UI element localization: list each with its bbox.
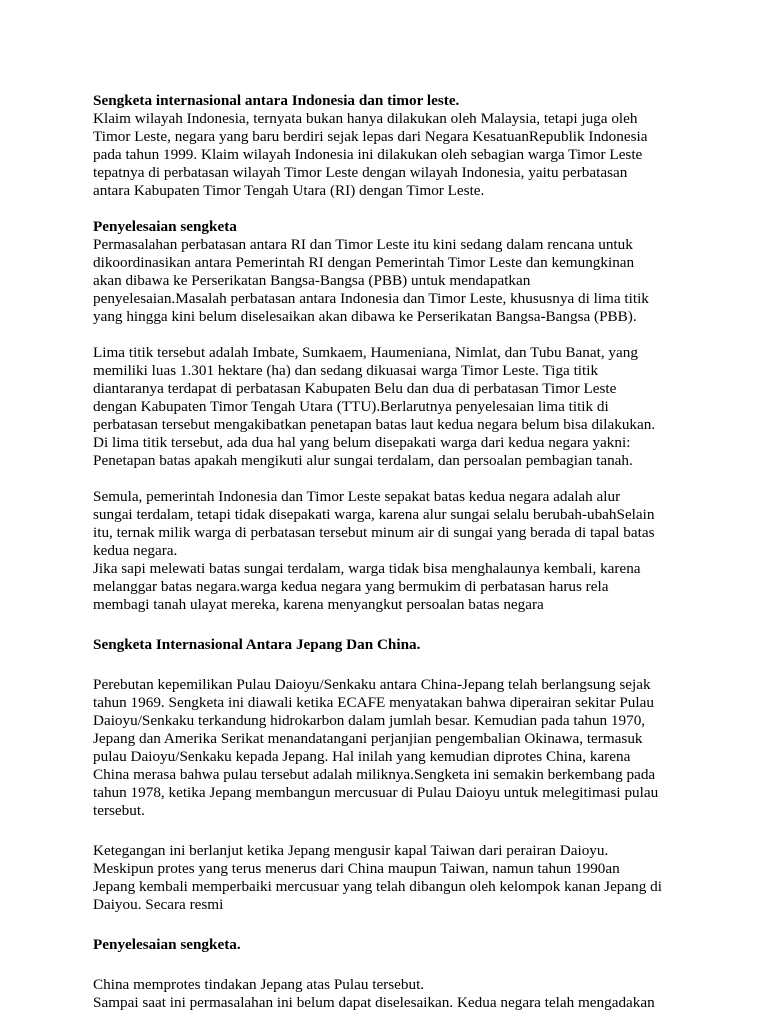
paragraph <box>93 488 693 614</box>
paragraph <box>93 676 693 820</box>
text-line: Di lima titik tersebut, ada dua hal yang belum disepakati warga dari kedua negara yakni: <box>93 434 631 451</box>
text-line: membagi tanah ulayat mereka, karena menyangkut persoalan batas negara <box>93 596 544 613</box>
section-heading: Sengketa internasional antara Indonesia dan timor leste. <box>93 92 460 109</box>
text-line: Jepang kembali memperbaiki mercusuar yang telah dibangun oleh kelompok kanan Jepang di <box>93 878 662 895</box>
text-line: tahun 1978, ketika Jepang membangun mercusuar di Pulau Daioyu untuk melegitimasi pulau <box>93 784 659 801</box>
text-line: dengan Kabupaten Timor Tengah Utara (TTU).Berlarutnya penyelesaian lima titik di <box>93 398 609 415</box>
text-line: perbatasan tersebut mengakibatkan penetapan batas laut kedua negara belum bisa dilakukan. <box>93 416 656 433</box>
section-penyelesaian-sengketa <box>93 218 693 614</box>
text-line: China memprotes tindakan Jepang atas Pulau tersebut. <box>93 976 425 993</box>
text-line: tepatnya di perbatasan wilayah Timor Leste dengan wilayah Indonesia, yaitu perbatasan <box>93 164 628 181</box>
text-line: Daiyou. Secara resmi <box>93 896 224 913</box>
paragraph <box>93 236 693 326</box>
text-line: itu, ternak milik warga di perbatasan tersebut minum air di sungai yang berada di tapal batas <box>93 524 655 541</box>
text-line: Sampai saat ini permasalahan ini belum dapat diselesaikan. Kedua negara telah mengadakan <box>93 994 655 1011</box>
text-line: diantaranya terdapat di perbatasan Kabupaten Belu dan dua di perbatasan Timor Leste <box>93 380 617 397</box>
text-line: Timor Leste, negara yang baru berdiri sejak lepas dari Negara KesatuanRepublik Indonesia <box>93 128 648 145</box>
text-line: Lima titik tersebut adalah Imbate, Sumkaem, Haumeniana, Nimlat, dan Tubu Banat, yang <box>93 344 638 361</box>
text-line: Jepang dan Amerika Serikat menandatangani perjanjian pengembalian Okinawa, termasuk <box>93 730 643 747</box>
text-line: yang hingga kini belum diselesaikan akan dibawa ke Perserikatan Bangsa-Bangsa (PBB). <box>93 308 637 325</box>
text-line: Meskipun protes yang terus menerus dari China maupun Taiwan, namun tahun 1990an <box>93 860 620 877</box>
text-line: China merasa bahwa pulau tersebut adalah miliknya.Sengketa ini semakin berkembang pada <box>93 766 656 783</box>
text-line: kedua negara. <box>93 542 178 559</box>
section-jepang-china <box>93 636 693 914</box>
text-line: dikoordinasikan antara Pemerintah RI dengan Pemerintah Timor Leste dan kemungkinan <box>93 254 635 271</box>
text-line: penyelesaian.Masalah perbatasan antara Indonesia dan Timor Leste, khususnya di lima titik <box>93 290 649 307</box>
text-line: Permasalahan perbatasan antara RI dan Timor Leste itu kini sedang dalam rencana untuk <box>93 236 633 253</box>
text-line: memiliki luas 1.301 hektare (ha) dan sedang dikuasai warga Timor Leste. Tiga titik <box>93 362 599 379</box>
text-line: akan dibawa ke Perserikatan Bangsa-Bangsa (PBB) untuk mendapatkan <box>93 272 531 289</box>
text-line: sungai terdalam, tetapi tidak disepakati warga, karena alur sungai selalu berubah-ubahSelain <box>93 506 655 523</box>
text-line: tahun 1969. Sengketa ini diawali ketika ECAFE menyatakan bahwa diperairan sekitar Pulau <box>93 694 654 711</box>
text-line: Jika sapi melewati batas sungai terdalam, warga tidak bisa menghalaunya kembali, karena <box>93 560 641 577</box>
text-line: Ketegangan ini berlanjut ketika Jepang mengusir kapal Taiwan dari perairan Daioyu. <box>93 842 609 859</box>
section-heading: Penyelesaian sengketa <box>93 218 237 235</box>
text-line: Penetapan batas apakah mengikuti alur sungai terdalam, dan persoalan pembagian tanah. <box>93 452 633 469</box>
text-line: Semula, pemerintah Indonesia dan Timor Leste sepakat batas kedua negara adalah alur <box>93 488 621 505</box>
paragraph <box>93 976 693 1012</box>
section-heading: Sengketa Internasional Antara Jepang Dan China. <box>93 636 421 653</box>
paragraph <box>93 344 693 470</box>
text-line: Perebutan kepemilikan Pulau Daioyu/Senkaku antara China-Jepang telah berlangsung sejak <box>93 676 651 693</box>
text-line: pulau Daioyu/Senkaku kepada Jepang. Hal inilah yang kemudian diprotes China, karena <box>93 748 631 765</box>
section-heading: Penyelesaian sengketa. <box>93 936 241 953</box>
text-line: pada tahun 1999. Klaim wilayah Indonesia ini dilakukan oleh sebagian warga Timor Leste <box>93 146 643 163</box>
text-line: melanggar batas negara.warga kedua negara yang bermukim di perbatasan harus rela <box>93 578 609 595</box>
section-penyelesaian-sengketa-2 <box>93 936 693 1012</box>
section-indonesia-timor-leste <box>93 92 693 200</box>
document-page <box>93 92 693 1012</box>
text-line: Daioyu/Senkaku terkandung hidrokarbon dalam jumlah besar. Kemudian pada tahun 1970, <box>93 712 646 729</box>
text-line: antara Kabupaten Timor Tengah Utara (RI) dengan Timor Leste. <box>93 182 485 199</box>
paragraph <box>93 842 693 914</box>
paragraph <box>93 110 693 200</box>
text-line: Klaim wilayah Indonesia, ternyata bukan hanya dilakukan oleh Malaysia, tetapi juga oleh <box>93 110 638 127</box>
text-line: tersebut. <box>93 802 145 819</box>
